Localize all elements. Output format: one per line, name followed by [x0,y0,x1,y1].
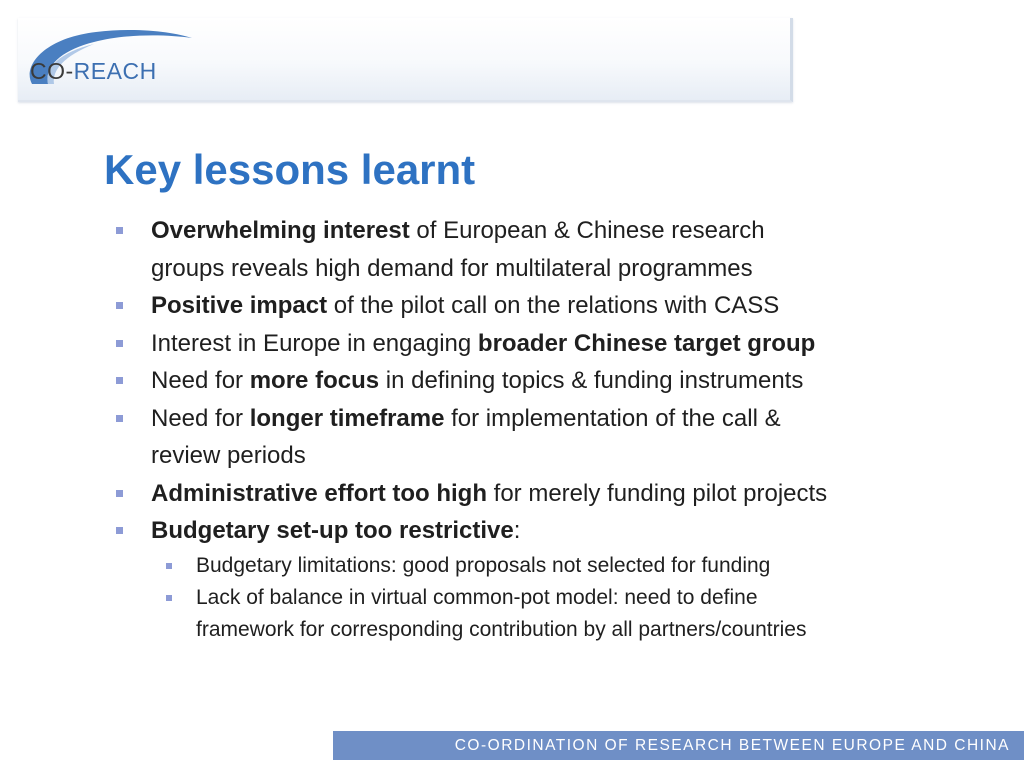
sub-bullet-text: Lack of balance in virtual common-pot model: need to define [196,585,758,609]
square-bullet-icon [116,415,123,422]
bullet-text: of the pilot call on the relations with CASS [327,292,780,319]
bullet-bold: longer timeframe [249,404,445,432]
bullet-text: in defining topics & funding instruments [379,367,804,394]
bullet-bold: more focus [249,367,380,394]
bullet-item [114,212,994,287]
bullet-text: Need for [151,367,250,394]
square-bullet-icon [116,377,123,384]
bullet-text: for implementation of the call & [444,404,781,432]
slide-title: Key lessons learnt [104,146,476,193]
bullet-bold: broader Chinese target group [477,329,816,357]
square-bullet-icon [116,340,123,347]
footer-banner: CO-ORDINATION OF RESEARCH BETWEEN EUROPE AND CHINA [333,731,1024,760]
bullet-item [114,512,994,550]
bullet-list [114,212,994,646]
square-bullet-icon [116,302,123,309]
bullet-item [114,287,994,325]
bullet-item [114,475,994,513]
square-bullet-icon [116,527,123,534]
bullet-bold: Administrative effort too high [151,479,487,507]
bullet-text: : [513,517,521,544]
bullet-text-line2: groups reveals high demand for multilateral programmes [151,254,753,282]
bullet-text: Need for [151,404,250,432]
bullet-text: Interest in Europe in engaging [151,329,478,357]
bullet-text: of European & Chinese research [409,217,765,244]
sub-bullet-item [114,550,994,582]
sub-bullet-item [114,582,994,646]
square-bullet-icon [166,563,172,569]
bullet-bold: Overwhelming interest [151,217,410,244]
square-bullet-icon [116,227,123,234]
bullet-item [114,362,994,400]
sub-bullet-text-line2: framework for corresponding contribution by all partners/countries [196,617,807,641]
bullet-text-line2: review periods [151,442,306,469]
bullet-item [114,325,994,363]
sub-bullet-text: Budgetary limitations: good proposals not selected for funding [196,553,771,577]
square-bullet-icon [116,490,123,497]
square-bullet-icon [166,595,172,601]
bullet-bold: Positive impact [151,292,328,319]
logo-text: CO-REACH [30,58,157,84]
bullet-bold: Budgetary set-up too restrictive [151,517,514,544]
bullet-text: for merely funding pilot projects [487,479,828,507]
bullet-item [114,400,994,475]
